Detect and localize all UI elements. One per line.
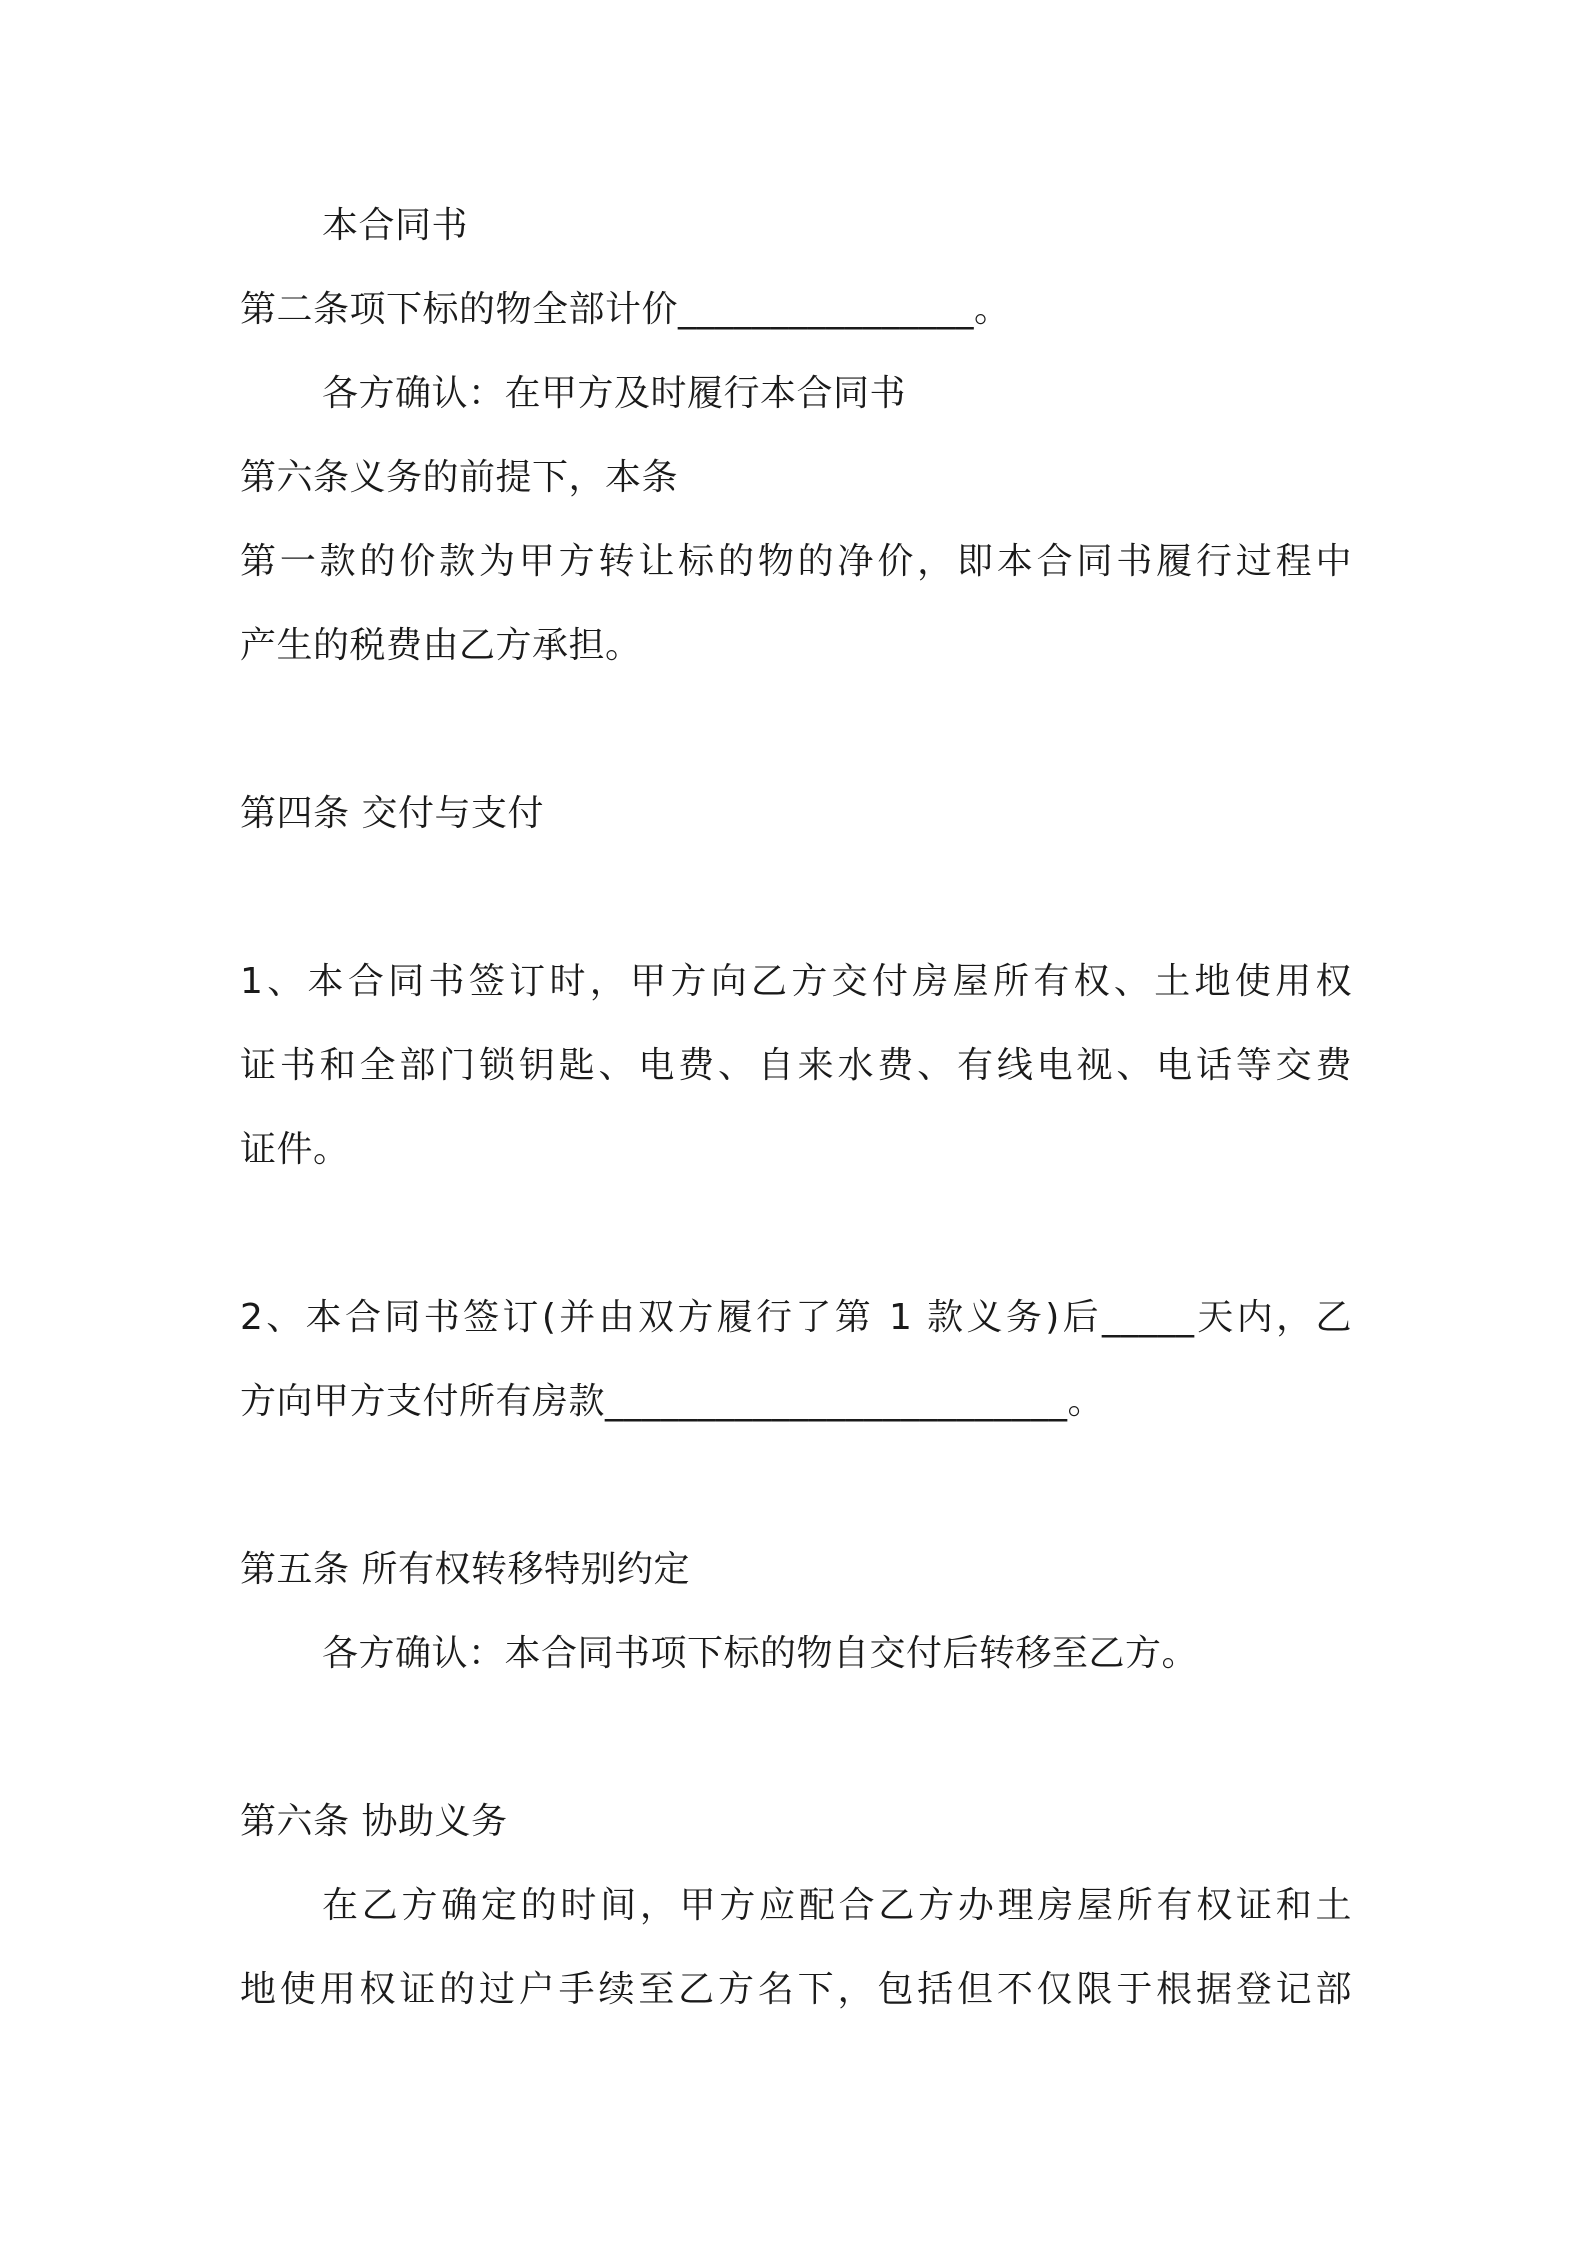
section-heading-article-5: 第五条 所有权转移特别约定 (240, 1549, 690, 1590)
text-line-clause-1a: 1、本合同书签订时，甲方向乙方交付房屋所有权、土地使用权 (240, 961, 1352, 1002)
text-line-clause-2a: 2、本合同书签订(并由双方履行了第 1 款义务)后_____天内，乙 (240, 1297, 1352, 1338)
text-line-price: 第二条项下标的物全部计价________________。 (240, 289, 1011, 330)
text-line-tax: 产生的税费由乙方承担。 (240, 625, 642, 666)
section-heading-article-6: 第六条 协助义务 (240, 1801, 508, 1842)
text-line-confirm: 各方确认：在甲方及时履行本合同书 (322, 373, 907, 414)
text-line-net-price: 第一款的价款为甲方转让标的物的净价，即本合同书履行过程中 (240, 541, 1352, 582)
text-line-assist-b: 地使用权证的过户手续至乙方名下，包括但不仅限于根据登记部 (240, 1969, 1352, 2010)
section-heading-article-4: 第四条 交付与支付 (240, 793, 544, 834)
text-line-clause-1c: 证件。 (240, 1129, 350, 1170)
text-line-continuation: 本合同书 (322, 205, 469, 246)
text-line-premise: 第六条义务的前提下，本条 (240, 457, 679, 498)
text-line-clause-2b: 方向甲方支付所有房款_________________________。 (240, 1381, 1105, 1422)
text-line-clause-1b: 证书和全部门锁钥匙、电费、自来水费、有线电视、电话等交费 (240, 1045, 1352, 1086)
text-line-assist-a: 在乙方确定的时间，甲方应配合乙方办理房屋所有权证和土 (322, 1885, 1352, 1926)
text-line-ownership: 各方确认：本合同书项下标的物自交付后转移至乙方。 (322, 1633, 1199, 1674)
